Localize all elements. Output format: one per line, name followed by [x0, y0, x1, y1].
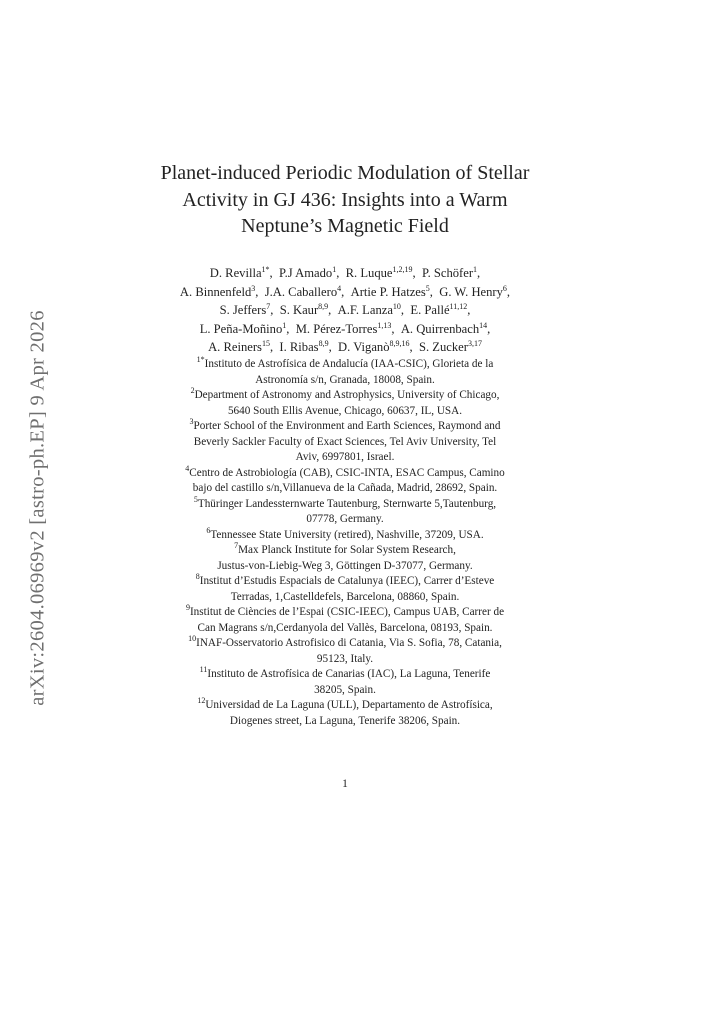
affiliation-mark: 6 — [206, 525, 211, 535]
author-affiliation-mark: 14 — [479, 320, 488, 330]
title-line: Planet-induced Periodic Modulation of Stellar — [160, 162, 530, 184]
affiliation — [120, 357, 570, 373]
affiliation-mark: 10 — [188, 634, 197, 643]
author-name: A. Binnenfeld — [179, 284, 252, 299]
author-line: A. Binnenfeld$^3$, J.A. Caballero$^4$, Artie P. Hatzes$^5$, G. W. Henry$^6$, — [179, 283, 511, 299]
affiliation-continuation — [120, 512, 570, 528]
affiliation-mark: 8 — [195, 572, 200, 581]
affiliation-text: Department of Astronomy and Astrophysics, University of Chicago, — [194, 389, 500, 401]
author-affiliation-mark: 1,2,19 — [392, 265, 413, 274]
affiliation-mark: 7 — [234, 541, 239, 550]
affiliation-mark: 11 — [199, 665, 208, 674]
affiliation — [120, 574, 570, 590]
author — [439, 285, 507, 299]
author — [210, 266, 270, 280]
author — [180, 285, 255, 299]
author — [410, 303, 467, 317]
affiliation-text: Aviv, 6997801, Israel. — [295, 451, 395, 463]
affiliation-mark: 1* — [196, 355, 205, 364]
author-name: S. Kaur — [279, 303, 319, 318]
author — [346, 266, 413, 280]
arxiv-identifier: arXiv:2604.06969v2 [astro-ph.EP] 9 Apr 2026 — [26, 310, 49, 706]
affiliation-mark: 9 — [185, 603, 190, 612]
author — [220, 303, 271, 317]
title-line: Activity in GJ 436: Insights into a Warm — [182, 188, 508, 211]
affiliation — [120, 543, 570, 559]
author-affiliation-mark: 11,12 — [449, 302, 468, 312]
author — [296, 322, 392, 336]
author-affiliation-mark: 10 — [392, 302, 401, 312]
affiliation-mark: 5 — [193, 494, 198, 504]
title-line: Neptune’s Magnetic Field — [241, 215, 449, 237]
author — [351, 285, 430, 299]
author-name: D. Viganò — [338, 340, 390, 355]
affiliation-text: Institut de Ciències de l’Espai (CSIC-IEEC), Campus UAB, Carrer de — [189, 606, 505, 618]
author-name: P.J Amado — [279, 266, 333, 280]
affiliation-mark: 2 — [190, 386, 195, 395]
affiliation-text: Instituto de Astrofísica de Canarias (IAC), La Laguna, Tenerife — [207, 668, 491, 680]
author-name: I. Ribas — [279, 340, 319, 355]
author-affiliation-mark: 8,9 — [318, 339, 329, 349]
affiliation-text: Astronomía s/n, Granada, 18008, Spain. — [255, 373, 435, 386]
author — [265, 285, 341, 299]
author — [419, 340, 482, 354]
author-line: L. Peña-Moñino$^1$, M. Pérez-Torres$^{1,13}$, A. Quirrenbach$^{14}$, — [199, 320, 491, 336]
affiliation-continuation — [120, 559, 570, 575]
affiliation-mark: 12 — [197, 696, 206, 705]
author-affiliation-mark: 4 — [337, 283, 342, 293]
author-name: D. Revilla — [209, 266, 262, 280]
affiliation-continuation — [120, 373, 570, 389]
affiliation-text: 95123, Italy. — [316, 652, 374, 665]
affiliation — [120, 494, 570, 513]
affiliation — [120, 605, 570, 621]
page-number: 1 — [342, 778, 348, 790]
affiliation-text: Tennessee State University (retired), Nashville, 37209, USA. — [210, 528, 484, 541]
paper-title — [100, 160, 590, 240]
affiliation-text: 07778, Germany. — [306, 513, 384, 525]
affiliation-continuation — [120, 652, 570, 668]
affiliation-text: Beverly Sackler Faculty of Exact Sciences, Tel Aviv University, Tel — [193, 435, 497, 448]
affiliation-text: Thüringer Landessternwarte Tautenburg, Sternwarte 5,Tautenburg, — [197, 497, 497, 510]
affiliation-text: bajo del castillo s/n,Villanueva de la Cañada, Madrid, 28692, Spain. — [192, 482, 498, 494]
affiliation-mark: 3 — [189, 417, 194, 426]
author-name: A.F. Lanza — [337, 303, 393, 318]
author — [279, 266, 336, 280]
affiliation-text: Max Planck Institute for Solar System Research, — [238, 544, 456, 556]
affiliation-text: 5640 South Ellis Avenue, Chicago, 60637, IL, USA. — [227, 404, 463, 417]
affiliation-list — [120, 357, 570, 729]
affiliation-text: 38205, Spain. — [314, 683, 376, 696]
affiliation-continuation — [120, 481, 570, 497]
affiliation-continuation — [120, 435, 570, 451]
author-affiliation-mark: 3,17 — [467, 339, 482, 349]
author-affiliation-mark: 5 — [425, 283, 430, 293]
affiliation-continuation — [120, 683, 570, 699]
affiliation — [120, 419, 570, 435]
author-line: D. Revilla$^{1*}$, P.J Amado$^1$, R. Luque$^{1,2,19}$, P. Schöfer$^1$, — [209, 265, 481, 280]
author-name: P. Schöfer — [421, 266, 474, 280]
author-name: A. Reiners — [208, 340, 262, 355]
author-affiliation-mark: 1 — [332, 265, 337, 274]
author — [280, 303, 328, 317]
author-list — [110, 264, 580, 357]
affiliation-continuation — [120, 714, 570, 730]
author-affiliation-mark: 1* — [261, 265, 270, 274]
affiliation-text: Diogenes street, La Laguna, Tenerife 38206, Spain. — [229, 714, 461, 727]
author — [401, 322, 487, 336]
affiliation-mark: 4 — [185, 463, 190, 473]
author-name: A. Quirrenbach — [400, 321, 480, 336]
author — [338, 303, 401, 317]
author — [200, 322, 287, 336]
affiliation-text: Porter School of the Environment and Earth Sciences, Raymond and — [193, 420, 501, 432]
affiliation — [120, 698, 570, 714]
affiliation-text: Can Magrans s/n,Cerdanyola del Vallès, Barcelona, 08193, Spain. — [197, 621, 493, 634]
affiliation — [120, 388, 570, 404]
author-affiliation-mark: 8,9,16 — [389, 339, 410, 349]
author-affiliation-mark: 7 — [266, 302, 271, 312]
author-name: R. Luque — [345, 266, 393, 280]
author-name: Artie P. Hatzes — [350, 284, 426, 299]
author — [279, 340, 328, 354]
affiliation-text: Terradas, 1,Castelldefels, Barcelona, 08860, Spain. — [230, 590, 460, 603]
author-affiliation-mark: 8,9 — [318, 302, 329, 312]
affiliation-text: Instituto de Astrofísica de Andalucía (IAA-CSIC), Glorieta de la — [204, 358, 494, 370]
author — [422, 266, 477, 280]
author-name: S. Jeffers — [219, 303, 267, 318]
affiliation-text: Justus-von-Liebig-Weg 3, Göttingen D-37077, Germany. — [217, 559, 473, 572]
affiliation-text: INAF-Osservatorio Astrofisico di Catania, Via S. Sofia, 78, Catania, — [196, 637, 502, 649]
affiliation — [120, 463, 570, 482]
affiliation-text: Universidad de La Laguna (ULL), Departamento de Astrofísica, — [205, 699, 493, 711]
author — [208, 340, 270, 354]
author-affiliation-mark: 15 — [261, 339, 270, 349]
author-name: L. Peña-Moñino — [199, 321, 283, 336]
affiliation — [120, 667, 570, 683]
affiliation-continuation — [120, 404, 570, 420]
author-affiliation-mark: 6 — [502, 283, 507, 293]
author-name: J.A. Caballero — [264, 284, 338, 299]
author-line: A. Reiners$^{15}$, I. Ribas$^{8,9}$, D. Viganò$^{8,9,16}$, S. Zucker$^{3,17}$ — [208, 339, 482, 355]
author-name: M. Pérez-Torres — [295, 321, 378, 336]
author-name: E. Pallé — [410, 303, 450, 318]
affiliation — [120, 636, 570, 652]
author-affiliation-mark: 3 — [251, 283, 256, 293]
affiliation — [120, 525, 570, 544]
author-affiliation-mark: 1 — [282, 320, 287, 330]
author-affiliation-mark: 1 — [473, 265, 478, 274]
author-affiliation-mark: 1,13 — [377, 320, 392, 330]
affiliation-text: Centro de Astrobiología (CAB), CSIC-INTA, ESAC Campus, Camino — [189, 466, 505, 479]
author — [338, 340, 409, 354]
affiliation-text: Institut d’Estudis Espacials de Catalunya (IEEC), Carrer d’Esteve — [199, 575, 495, 587]
author-line: S. Jeffers$^7$, S. Kaur$^{8,9}$, A.F. Lanza$^{10}$, E. Pallé$^{11,12}$, — [219, 302, 471, 318]
author-name: S. Zucker — [418, 340, 468, 355]
author-name: G. W. Henry — [439, 284, 503, 299]
